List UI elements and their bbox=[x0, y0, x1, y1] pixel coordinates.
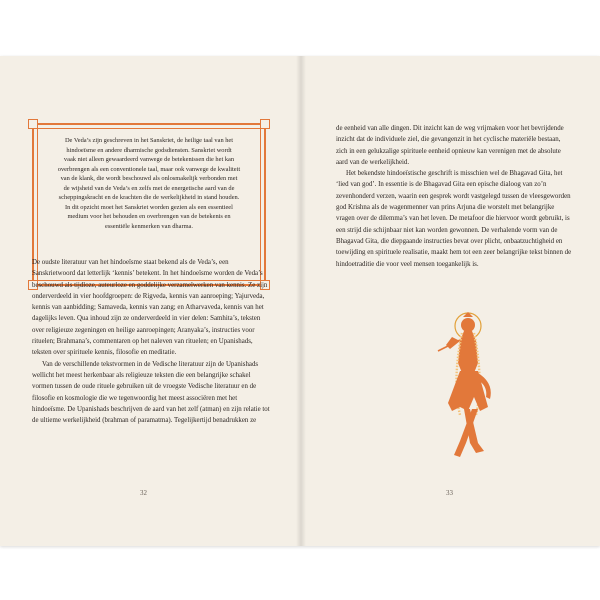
boxout-line: de wijsheid van de Veda’s en zelfs met de energetische aard van de bbox=[63, 184, 235, 192]
boxout-line: essentiële kenmerken van dharma. bbox=[104, 222, 193, 230]
krishna-illustration-icon bbox=[430, 311, 506, 471]
boxout-line: scheppingskracht en de krachten die de werkelijkheid in stand houden. bbox=[58, 194, 240, 201]
boxout-line: De Veda’s zijn geschreven in het Sanskriet, de heilige taal van het bbox=[64, 137, 234, 144]
paragraph: Het bekendste hindoeïstische geschrift is misschien wel de Bhagavad Gita, het ‘lied van god’. In essentie is de Bhagavad Gita een epische dialoog van zo’n zevenhonderd verzen, waarin een gesprek wordt vastgelegd tussen de vleesgeworden god Krishna als de wagenmenner van prins Arjuna die worstelt met belangrijke vragen over de dilemma’s van het leven. De metafoor die hiervoor wordt gebruikt, is een strijd die schijnbaar niet kan worden gewonnen. De verhalende vorm van de Bhagavad Gita, die diepgaande instructies bevat over plicht, onbaatzuchtigheid en toewijding en spirituele realisatie, maakt hem tot een zeer belangrijke tekst binnen de hindoetraditie die voor veel mensen toegankelijk is. bbox=[336, 170, 572, 268]
paragraph: De oudste literatuur van het hindoeïsme staat bekend als de Veda’s, een Sanskrietwoord dat letterlijk ‘kennis’ betekent. In het hindoeïsme worden de Veda’s beschouwd als tijdloze, auteurloze en goddelijke verzamelwerken van kennis. Ze zijn onderverdeeld in vier hoofdgroepen: de Rigveda, kennis van aanroeping; Yajurveda, kennis van aanbidding; Samaveda, kennis van zang; en Atharvaveda, kennis van het dagelijks leven. Qua inhoud zijn ze onderverdeeld in vier delen: Samhita’s, teksten over religieuze zegeningen en heilige aanroepingen; Aranyaka’s, instructies voor rituelen; Brahmana’s, commentaren op het naleven van rituelen; en Upanishads, teksten over spirituele kennis, filosofie en meditatie. bbox=[32, 259, 268, 357]
boxout-line: In dit opzicht moet het Sanskriet worden gezien als een essentieel bbox=[65, 203, 233, 211]
book-spread bbox=[0, 56, 600, 546]
boxout-line: hindoeïsme en andere dharmische godsdiensten. Sanskriet wordt bbox=[66, 146, 232, 154]
boxout-line: medium voor het behouden en overbrengen van de betekenis en bbox=[67, 213, 231, 220]
paragraph: de eenheid van alle dingen. Dit inzicht kan de weg vrijmaken voor het bevrijdende inzicht dat de individuele ziel, die gevangenzit in het cyclische materiële bestaan, zich in een gelukzalige spirituele eenheid opnieuw kan verenigen met de absolute aard van de werkelijkheid. bbox=[336, 125, 564, 166]
left-body-text bbox=[32, 257, 272, 426]
boxout-corner-ornament bbox=[28, 119, 38, 129]
right-page bbox=[302, 56, 600, 546]
boxout-line: overbrengen als een conventionele taal, maar ook vanwege de kwaliteit bbox=[57, 165, 241, 173]
boxout-text bbox=[46, 136, 252, 231]
left-page bbox=[0, 56, 298, 546]
page-number: 32 bbox=[140, 489, 147, 497]
paragraph: Van de verschillende tekstvormen in de Vedische literatuur zijn de Upanishads wellicht het meest herkenbaar als religieuze teksten die een belangrijke schakel vormen tussen de oude rituele gebruiken uit de vroegste Vedische literatuur en de filosofie en kosmologie die we tegenwoordig het meest associëren met het hindoeïsme. De Upanishads beschrijven de aard van het zelf (atman) en zijn relatie tot de ultieme werkelijkheid (brahman of paramatma). Tegelijkertijd benadrukken ze bbox=[32, 360, 270, 425]
boxout-line: van de klank, die wordt beschouwd als onlosmakelijk verbonden met bbox=[60, 175, 238, 182]
right-body-text bbox=[336, 123, 572, 270]
page-number: 33 bbox=[446, 489, 453, 497]
boxout-corner-ornament bbox=[260, 119, 270, 129]
boxout-line: vaak niet alleen gewaardeerd vanwege de betekenissen die het kan bbox=[63, 156, 235, 163]
